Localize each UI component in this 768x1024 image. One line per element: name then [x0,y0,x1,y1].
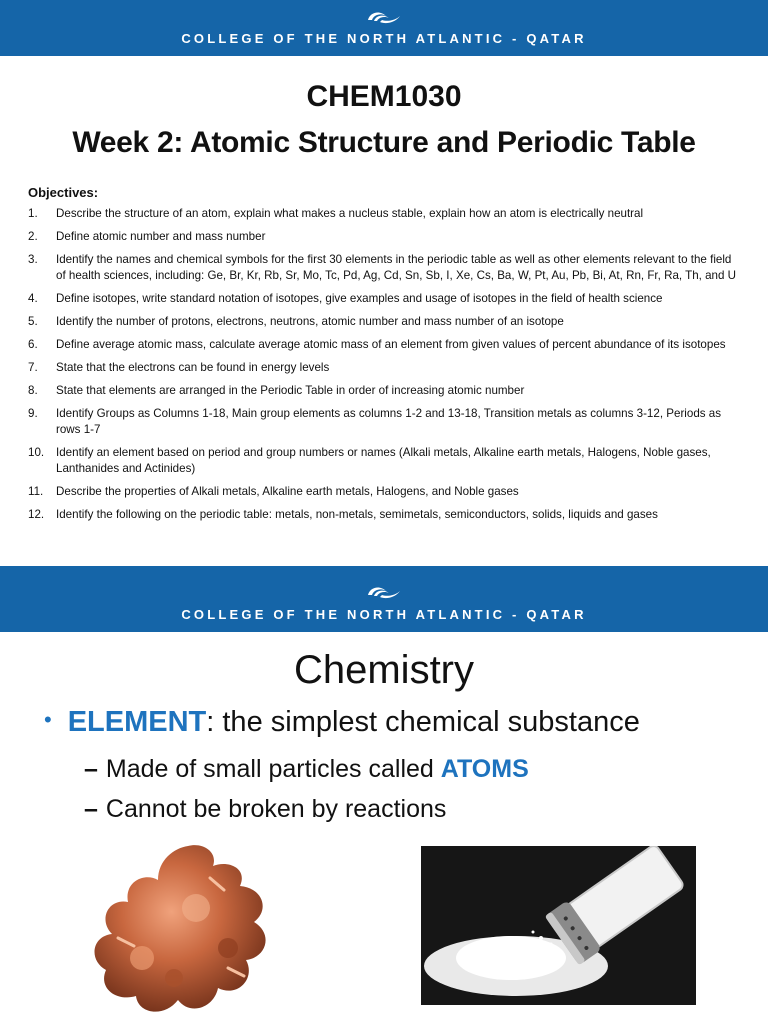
objective-number: 5. [28,315,38,328]
salt-shaker-image [421,846,696,1005]
objective-item [28,484,742,500]
course-code: CHEM1030 [306,80,462,113]
objective-text: State that elements are arranged in the Periodic Table in order of increasing atomic number [56,384,525,397]
slide-title: Chemistry [293,648,475,692]
objective-text: Identify an element based on period and group numbers or names (Alkali metals, Alkaline earth metals, Halogens, Noble gases, Lanthanides and Actinides) [56,446,711,475]
objective-text: Identify the names and chemical symbols for the first 30 elements in the periodic table as well as other elements relevant to the field of health sciences, including: Ge, Br, Kr, Rb, Sr, Mo, Tc, Pd, Ag, Cd, Sn, Sb, I, Xe, Cs, Ba, W, Pt, Au, Pb, Bi, At, Rn, Fr, Ra, Th, and U [56,253,737,282]
wave-logo-icon [364,583,404,601]
header-banner [0,566,768,632]
objective-number: 12. [28,508,45,521]
objective-item [28,507,742,523]
objective-item [28,291,742,307]
objective-item [28,337,742,353]
bullet-dot-icon: • [44,707,52,732]
objective-item [28,360,742,376]
sub-point-text: Made of small particles called [105,755,441,783]
objectives-heading: Objectives: [28,185,99,200]
objectives-list [28,206,742,530]
copper-nugget-image [78,838,288,1024]
objective-number: 7. [28,361,38,374]
header-banner [0,0,768,56]
element-bullet [44,706,640,739]
objective-number: 1. [28,207,38,220]
objective-text: Describe the structure of an atom, explain what makes a nucleus stable, explain how an atom is electrically neutral [56,207,644,220]
objective-item [28,406,742,438]
objective-number: 3. [28,253,38,266]
objective-item [28,314,742,330]
objective-number: 11. [28,485,44,498]
objective-number: 4. [28,292,38,305]
objective-item [28,229,742,245]
objective-text: Define isotopes, write standard notation of isotopes, give examples and usage of isotopes in the field of health science [56,292,663,305]
dash-icon: – [84,795,98,823]
element-term: ELEMENT [67,706,207,738]
objective-text: Identify the number of protons, electrons, neutrons, atomic number and mass number of an isotope [56,315,564,328]
objective-text: Identify Groups as Columns 1-18, Main group elements as columns 1-2 and 13-18, Transition metals as columns 3-12, Periods as rows 1-7 [56,407,722,436]
objective-text: Define atomic number and mass number [56,230,266,243]
objective-number: 8. [28,384,38,397]
sub-point-text: Cannot be broken by reactions [105,795,447,823]
objective-number: 9. [28,407,38,420]
sub-point [84,795,446,824]
atoms-highlight: ATOMS [440,755,529,783]
element-definition: : the simplest chemical substance [206,706,640,738]
objective-number: 6. [28,338,38,351]
dash-icon: – [84,755,98,783]
objective-text: State that the electrons can be found in energy levels [56,361,330,374]
week-title: Week 2: Atomic Structure and Periodic Table [72,126,696,159]
objective-item [28,252,742,284]
wave-logo-icon [364,8,404,26]
objective-text: Describe the properties of Alkali metals, Alkaline earth metals, Halogens, and Noble gases [56,485,519,498]
college-name: COLLEGE OF THE NORTH ATLANTIC - QATAR [181,31,587,46]
objective-number: 2. [28,230,38,243]
objective-item [28,445,742,477]
objective-text: Identify the following on the periodic table: metals, non-metals, semimetals, semiconductors, solids, liquids and gases [56,508,658,521]
objective-number: 10. [28,446,45,459]
college-name: COLLEGE OF THE NORTH ATLANTIC - QATAR [181,607,587,622]
objective-item [28,206,742,222]
objective-text: Define average atomic mass, calculate average atomic mass of an element from given values of percent abundance of its isotopes [56,338,726,351]
objective-item [28,383,742,399]
sub-point [84,755,529,784]
